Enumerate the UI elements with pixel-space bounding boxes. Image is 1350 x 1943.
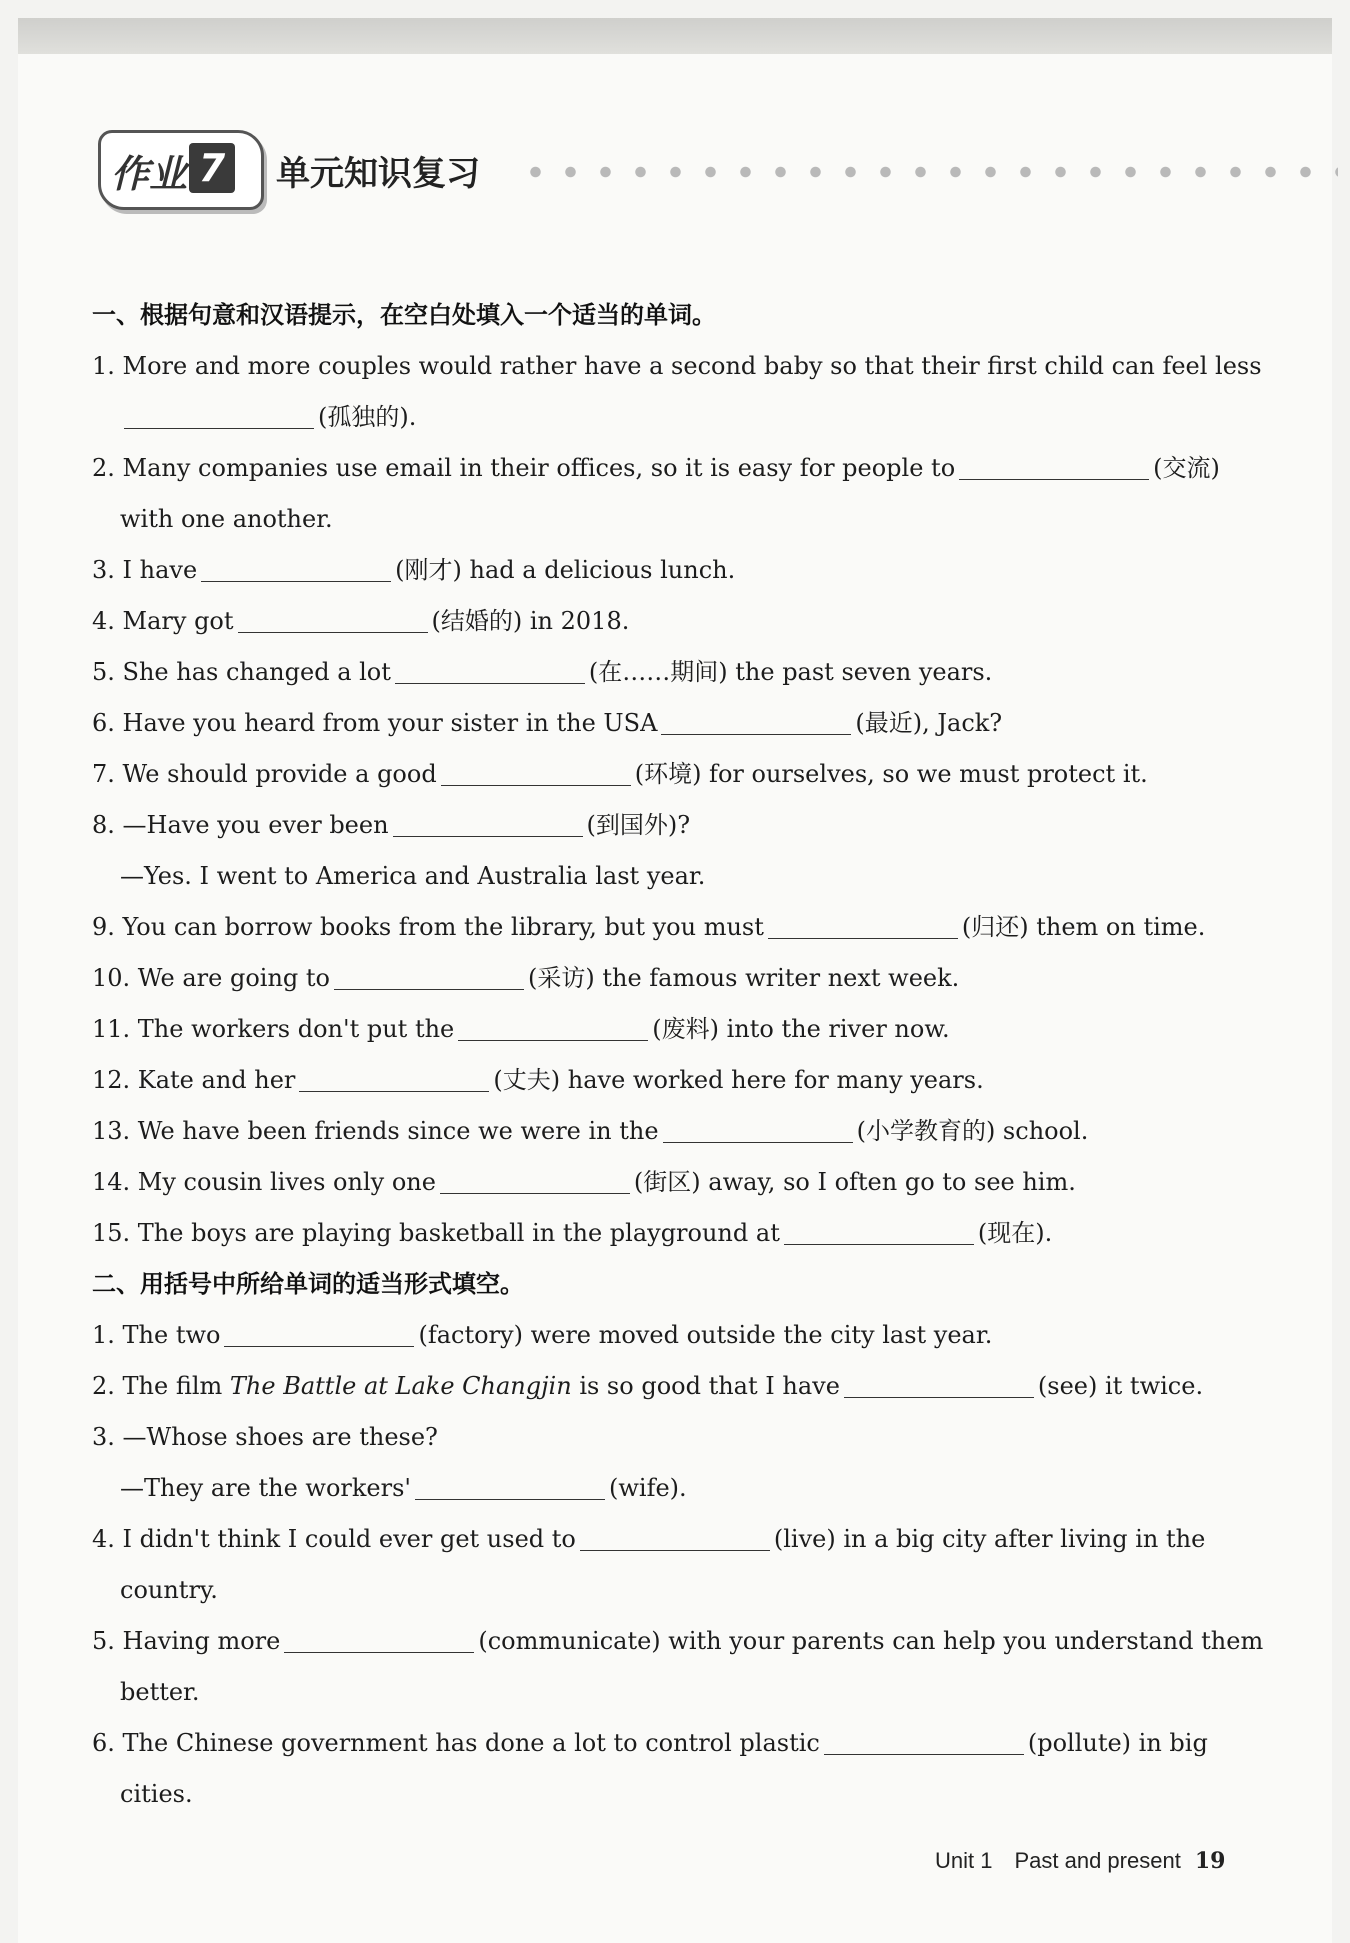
question-1	[92, 341, 1262, 392]
answer-blank[interactable]	[284, 1626, 474, 1653]
hint-text: (结婚的) in 2018.	[431, 607, 630, 635]
hint-text: (小学教育的) school.	[856, 1117, 1089, 1145]
answer-blank[interactable]	[441, 759, 631, 786]
badge-label: 作业	[111, 152, 188, 196]
answer-blank[interactable]	[334, 963, 524, 990]
hint-text: (废料) into the river now.	[652, 1015, 950, 1043]
hint-text: (刚才) had a delicious lunch.	[395, 556, 736, 584]
answer-blank[interactable]	[440, 1167, 630, 1194]
hint-text: (在……期间) the past seven years.	[588, 658, 993, 686]
answer-blank[interactable]	[395, 657, 585, 684]
question-8	[92, 800, 1252, 851]
hint-text: (factory) were moved outside the city last year.	[418, 1321, 993, 1349]
exercise-content	[92, 290, 1264, 1820]
hint-text: (wife).	[609, 1474, 687, 1502]
answer-blank[interactable]	[393, 810, 583, 837]
question-text: 6. Have you heard from your sister in the USA	[92, 709, 658, 737]
answer-blank[interactable]	[824, 1728, 1024, 1755]
answer-blank[interactable]	[844, 1371, 1034, 1398]
answer-blank[interactable]	[201, 555, 391, 582]
hint-text: (丈夫) have worked here for many years.	[493, 1066, 984, 1094]
question-text: 14. My cousin lives only one	[92, 1168, 436, 1196]
question-14	[92, 1157, 1252, 1208]
question-text: 5. Having more	[92, 1627, 281, 1655]
question-2-3-reply	[92, 1463, 1252, 1514]
answer-blank[interactable]	[661, 708, 851, 735]
hint-text: (现在).	[977, 1219, 1053, 1247]
question-text: 10. We are going to	[92, 964, 330, 992]
question-8-reply: —Yes. I went to America and Australia last year.	[120, 862, 706, 890]
answer-blank[interactable]	[124, 402, 314, 429]
badge-number: 7	[189, 143, 235, 193]
question-7	[92, 749, 1252, 800]
question-2-4-cont: country.	[120, 1576, 218, 1604]
question-text: 13. We have been friends since we were in the	[92, 1117, 659, 1145]
hint-text: (采访) the famous writer next week.	[527, 964, 960, 992]
question-text: 4. I didn't think I could ever get used to	[92, 1525, 576, 1553]
answer-blank[interactable]	[580, 1524, 770, 1551]
hint-text: (环境) for ourselves, so we must protect it.	[634, 760, 1148, 788]
section-title: 一、根据句意和汉语提示，在空白处填入一个适当的单词。	[92, 301, 716, 329]
question-2-2	[92, 1361, 1252, 1412]
answer-blank[interactable]	[959, 453, 1149, 480]
question-text: 1. The two	[92, 1321, 221, 1349]
hint-text: (街区) away, so I often go to see him.	[633, 1168, 1076, 1196]
dotted-divider	[518, 165, 1338, 179]
question-2-3: 3. —Whose shoes are these?	[92, 1423, 438, 1451]
question-2-6	[92, 1718, 1252, 1769]
question-text: 15. The boys are playing basketball in the playground at	[92, 1219, 780, 1247]
question-12	[92, 1055, 1252, 1106]
question-1-cont	[92, 392, 1252, 443]
hint-text: (最近), Jack?	[855, 709, 1003, 737]
question-text: 7. We should provide a good	[92, 760, 437, 788]
page-number: 19	[1194, 1848, 1226, 1874]
question-text: 2. Many companies use email in their offices, so it is easy for people to	[92, 454, 956, 482]
question-13	[92, 1106, 1252, 1157]
question-15	[92, 1208, 1252, 1259]
hint-text: (孤独的).	[318, 403, 417, 431]
footer-unit: Unit 1	[935, 1848, 993, 1873]
question-text: 12. Kate and her	[92, 1066, 296, 1094]
scan-top-edge	[18, 18, 1332, 54]
question-text: 8. —Have you ever been	[92, 811, 389, 839]
hint-text: (communicate) with your parents can help you understand them	[478, 1627, 1264, 1655]
question-6	[92, 698, 1252, 749]
question-text: 2. The film	[92, 1372, 223, 1400]
question-text: —They are the workers'	[120, 1474, 411, 1502]
question-text: 6. The Chinese government has done a lot to control plastic	[92, 1729, 820, 1757]
question-text: 11. The workers don't put the	[92, 1015, 455, 1043]
hint-text: (交流)	[1153, 454, 1220, 482]
question-11	[92, 1004, 1252, 1055]
question-text: is so good that I have	[579, 1372, 840, 1400]
question-4	[92, 596, 1252, 647]
question-10	[92, 953, 1252, 1004]
question-9	[92, 902, 1252, 953]
answer-blank[interactable]	[784, 1218, 974, 1245]
question-text: 5. She has changed a lot	[92, 658, 391, 686]
page-title: 单元知识复习	[276, 154, 480, 194]
page-footer	[935, 1843, 1225, 1879]
question-2-1	[92, 1310, 1252, 1361]
answer-blank[interactable]	[238, 606, 428, 633]
answer-blank[interactable]	[458, 1014, 648, 1041]
question-text: 1. More and more couples would rather have a second baby so that their first child can feel less	[92, 352, 1262, 380]
answer-blank[interactable]	[663, 1116, 853, 1143]
answer-blank[interactable]	[768, 912, 958, 939]
film-title: The Battle at Lake Changjin	[229, 1372, 572, 1400]
question-5	[92, 647, 1252, 698]
question-text: 4. Mary got	[92, 607, 234, 635]
hint-text: (到国外)?	[586, 811, 691, 839]
question-text: 9. You can borrow books from the library, but you must	[92, 913, 764, 941]
section-title: 二、用括号中所给单词的适当形式填空。	[92, 1270, 524, 1298]
hint-text: (归还) them on time.	[961, 913, 1206, 941]
assignment-badge	[98, 130, 264, 210]
question-3	[92, 545, 1252, 596]
footer-topic: Past and present	[1014, 1848, 1181, 1873]
hint-text: (pollute) in big	[1027, 1729, 1208, 1757]
question-2	[92, 443, 1252, 494]
question-2-4	[92, 1514, 1252, 1565]
question-2-cont: with one another.	[120, 505, 333, 533]
question-2-5-cont: better.	[120, 1678, 200, 1706]
hint-text: (see) it twice.	[1037, 1372, 1204, 1400]
question-text: 3. I have	[92, 556, 198, 584]
question-2-5	[92, 1616, 1264, 1667]
assignment-header	[98, 130, 1338, 210]
answer-blank[interactable]	[415, 1473, 605, 1500]
answer-blank[interactable]	[299, 1065, 489, 1092]
hint-text: (live) in a big city after living in the	[773, 1525, 1206, 1553]
question-2-6-cont: cities.	[120, 1780, 193, 1808]
answer-blank[interactable]	[224, 1320, 414, 1347]
